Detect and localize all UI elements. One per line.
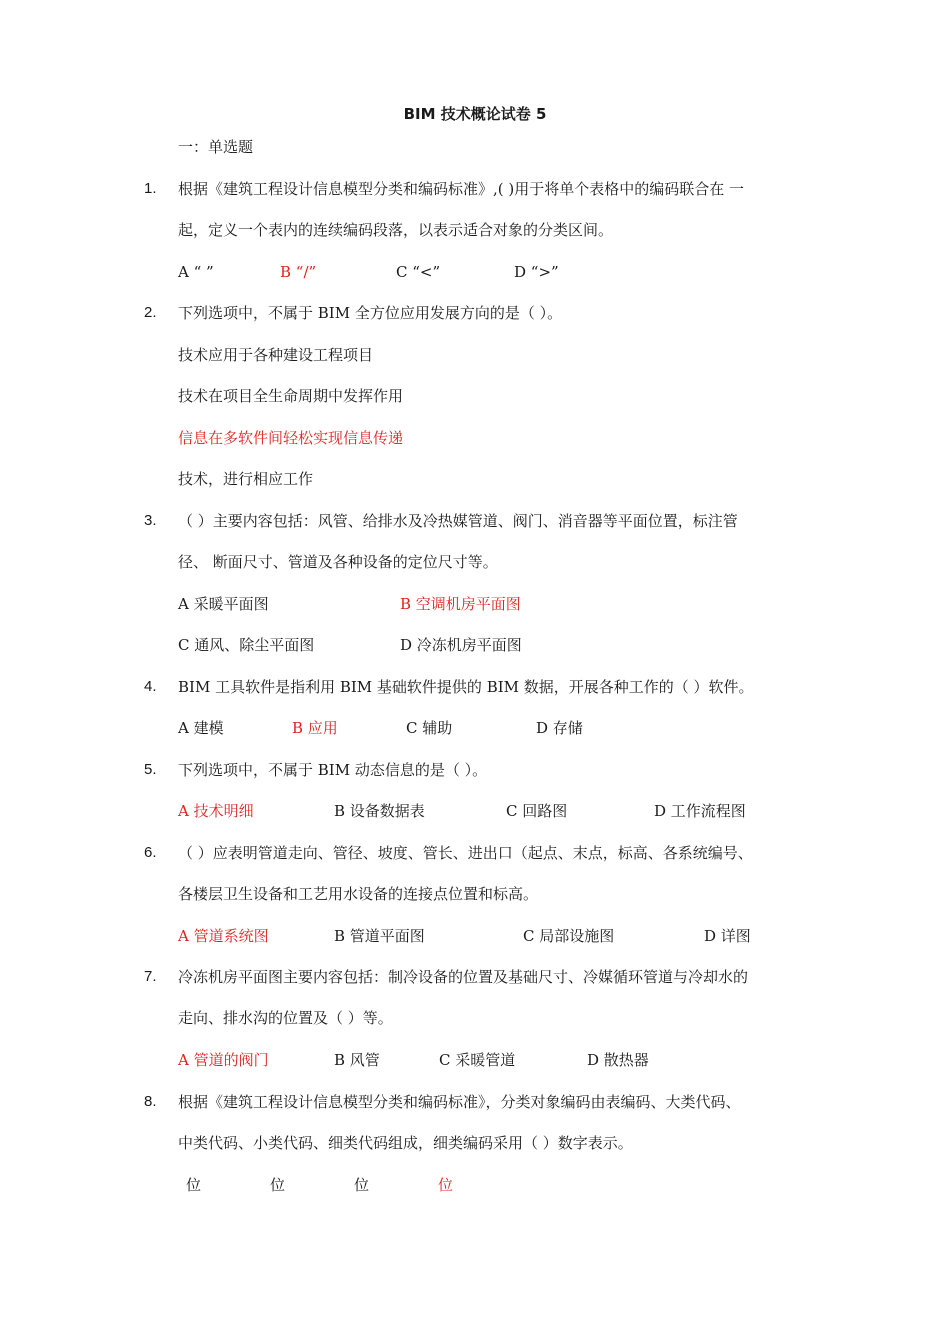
question-text: 冷冻机房平面图主要内容包括：制冷设备的位置及基础尺寸、冷媒循环管道与冷却水的 bbox=[178, 968, 749, 986]
question-number: 8. bbox=[144, 1093, 157, 1110]
option: D 散热器 bbox=[587, 1051, 649, 1069]
option-correct: B “/” bbox=[280, 263, 317, 281]
option-correct: 信息在多软件间轻松实现信息传递 bbox=[178, 429, 404, 447]
option: A 采暖平面图 bbox=[178, 595, 269, 613]
question-text: 下列选项中，不属于 BIM 全方位应用发展方向的是（ ）。 bbox=[178, 304, 563, 322]
option-correct: 位 bbox=[438, 1176, 454, 1194]
question-number: 2. bbox=[144, 304, 157, 321]
question-text: 走向、排水沟的位置及（ ）等。 bbox=[178, 1009, 393, 1027]
question-text: 根据《建筑工程设计信息模型分类和编码标准》，分类对象编码由表编码、大类代码、 bbox=[178, 1093, 741, 1111]
option: 位 bbox=[270, 1176, 286, 1194]
option-correct: A 管道的阀门 bbox=[178, 1051, 269, 1069]
option: 位 bbox=[186, 1176, 202, 1194]
option: 位 bbox=[354, 1176, 370, 1194]
option: 技术，进行相应工作 bbox=[178, 470, 314, 488]
option-correct: A 管道系统图 bbox=[178, 927, 269, 945]
option: 技术在项目全生命周期中发挥作用 bbox=[178, 387, 404, 405]
question-number: 7. bbox=[144, 968, 157, 985]
option: C “<” bbox=[396, 263, 441, 281]
option: C 采暖管道 bbox=[439, 1051, 516, 1069]
question-text: 下列选项中，不属于 BIM 动态信息的是（ ）。 bbox=[178, 761, 488, 779]
question-text: 径、 断面尺寸、管道及各种设备的定位尺寸等。 bbox=[178, 553, 498, 571]
option: B 管道平面图 bbox=[334, 927, 425, 945]
question-text: 根据《建筑工程设计信息模型分类和编码标准》,( )用于将单个表格中的编码联合在 一 bbox=[178, 180, 745, 198]
question-number: 3. bbox=[144, 512, 157, 529]
question-text: （ ）主要内容包括：风管、给排水及冷热媒管道、阀门、消音器等平面位置，标注管 bbox=[178, 512, 738, 530]
option-correct: A 技术明细 bbox=[178, 802, 254, 820]
option: D 详图 bbox=[704, 927, 751, 945]
question-text: 中类代码、小类代码、细类代码组成，细类编码采用（ ）数字表示。 bbox=[178, 1134, 633, 1152]
question-number: 1. bbox=[144, 180, 157, 197]
question-text: 各楼层卫生设备和工艺用水设备的连接点位置和标高。 bbox=[178, 885, 539, 903]
option: D 工作流程图 bbox=[654, 802, 746, 820]
option: C 局部设施图 bbox=[523, 927, 615, 945]
section-heading: 一：单选题 bbox=[178, 138, 254, 156]
question-text: 起，定义一个表内的连续编码段落，以表示适合对象的分类区间。 bbox=[178, 221, 614, 239]
question-number: 4. bbox=[144, 678, 157, 695]
question-number: 6. bbox=[144, 844, 157, 861]
option: C 回路图 bbox=[506, 802, 568, 820]
option: D 存储 bbox=[536, 719, 583, 737]
question-text: （ ）应表明管道走向、管径、坡度、管长、进出口（起点、末点，标高、各系统编号、 bbox=[178, 844, 753, 862]
option: 技术应用于各种建设工程项目 bbox=[178, 346, 374, 364]
option-correct: B 应用 bbox=[292, 719, 338, 737]
page-title: BIM 技术概论试卷 5 bbox=[403, 105, 547, 123]
option: B 风管 bbox=[334, 1051, 380, 1069]
option: D “>” bbox=[514, 263, 559, 281]
option-correct: B 空调机房平面图 bbox=[400, 595, 521, 613]
option: C 通风、除尘平面图 bbox=[178, 636, 315, 654]
option: C 辅助 bbox=[406, 719, 453, 737]
option: A 建模 bbox=[178, 719, 224, 737]
option: D 冷冻机房平面图 bbox=[400, 636, 522, 654]
question-number: 5. bbox=[144, 761, 157, 778]
option: A “ ” bbox=[178, 263, 214, 281]
option: B 设备数据表 bbox=[334, 802, 425, 820]
question-text: BIM 工具软件是指利用 BIM 基础软件提供的 BIM 数据，开展各种工作的（ ）软件。 bbox=[178, 678, 754, 696]
